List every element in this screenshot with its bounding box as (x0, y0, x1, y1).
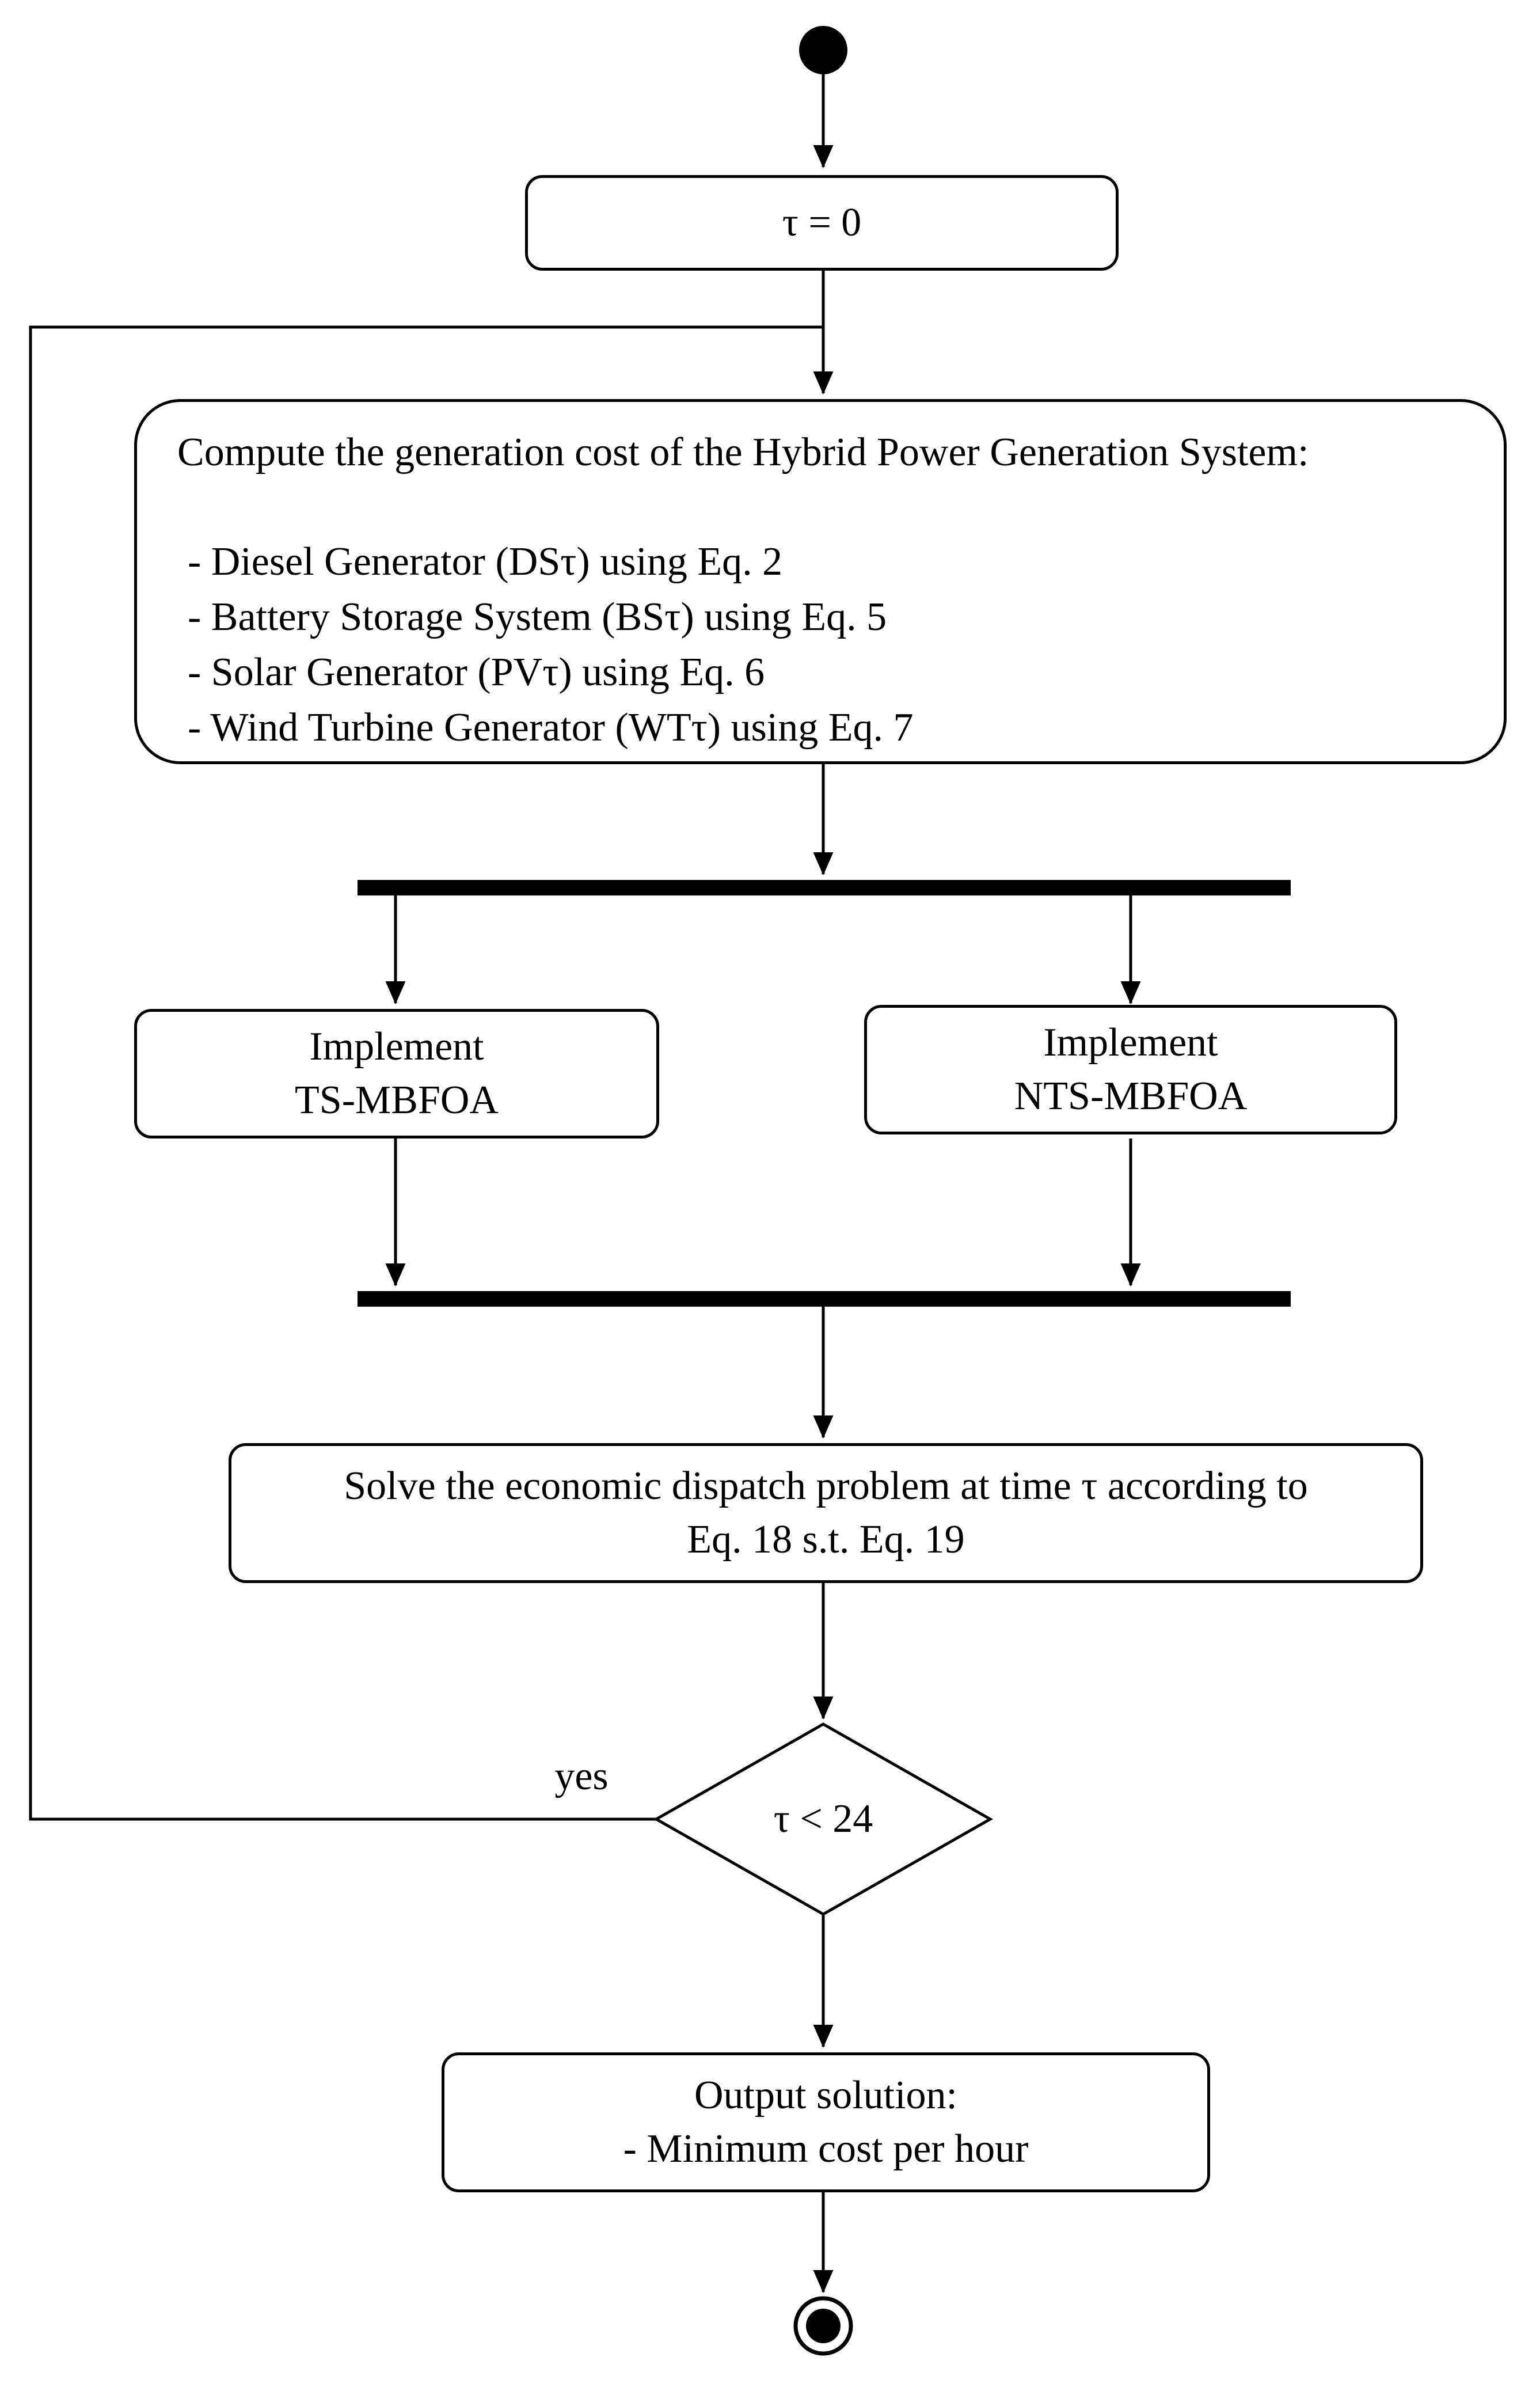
solve-node (229, 1443, 1423, 1583)
compute-item-battery: - Battery Storage System (BSτ) using Eq. 5 (188, 595, 887, 639)
decision-label: τ < 24 (773, 1797, 873, 1841)
compute-item-wind: - Wind Turbine Generator (WTτ) using Eq. 7 (188, 705, 914, 750)
output-line2: - Minimum cost per hour (623, 2126, 1029, 2171)
compute-item-list (177, 534, 913, 756)
compute-item-diesel: - Diesel Generator (DSτ) using Eq. 2 (188, 540, 783, 584)
init-label: τ = 0 (782, 200, 862, 245)
compute-item-solar: - Solar Generator (PVτ) using Eq. 6 (188, 650, 765, 694)
solve-line1: Solve the economic dispatch problem at time τ according to (344, 1464, 1308, 1509)
final-node-core (806, 2309, 841, 2343)
output-node (442, 2052, 1210, 2192)
nts-mbfoa-node (864, 1005, 1397, 1134)
nts-mbfoa-line2: NTS-MBFOA (1014, 1073, 1248, 1118)
join-bar (358, 1291, 1291, 1307)
ts-mbfoa-node (134, 1009, 659, 1138)
init-node (525, 175, 1119, 271)
output-line1: Output solution: (694, 2073, 957, 2118)
solve-line2: Eq. 18 s.t. Eq. 19 (687, 1517, 965, 1562)
initial-node (799, 26, 847, 74)
decision-yes-label: yes (554, 1754, 609, 1798)
fork-bar (358, 880, 1291, 895)
compute-title: Compute the generation cost of the Hybrid Power Generation System: (177, 430, 1309, 475)
nts-mbfoa-line1: Implement (1043, 1020, 1218, 1065)
ts-mbfoa-line1: Implement (309, 1024, 484, 1069)
ts-mbfoa-line2: TS-MBFOA (295, 1077, 499, 1122)
compute-node (134, 399, 1507, 764)
